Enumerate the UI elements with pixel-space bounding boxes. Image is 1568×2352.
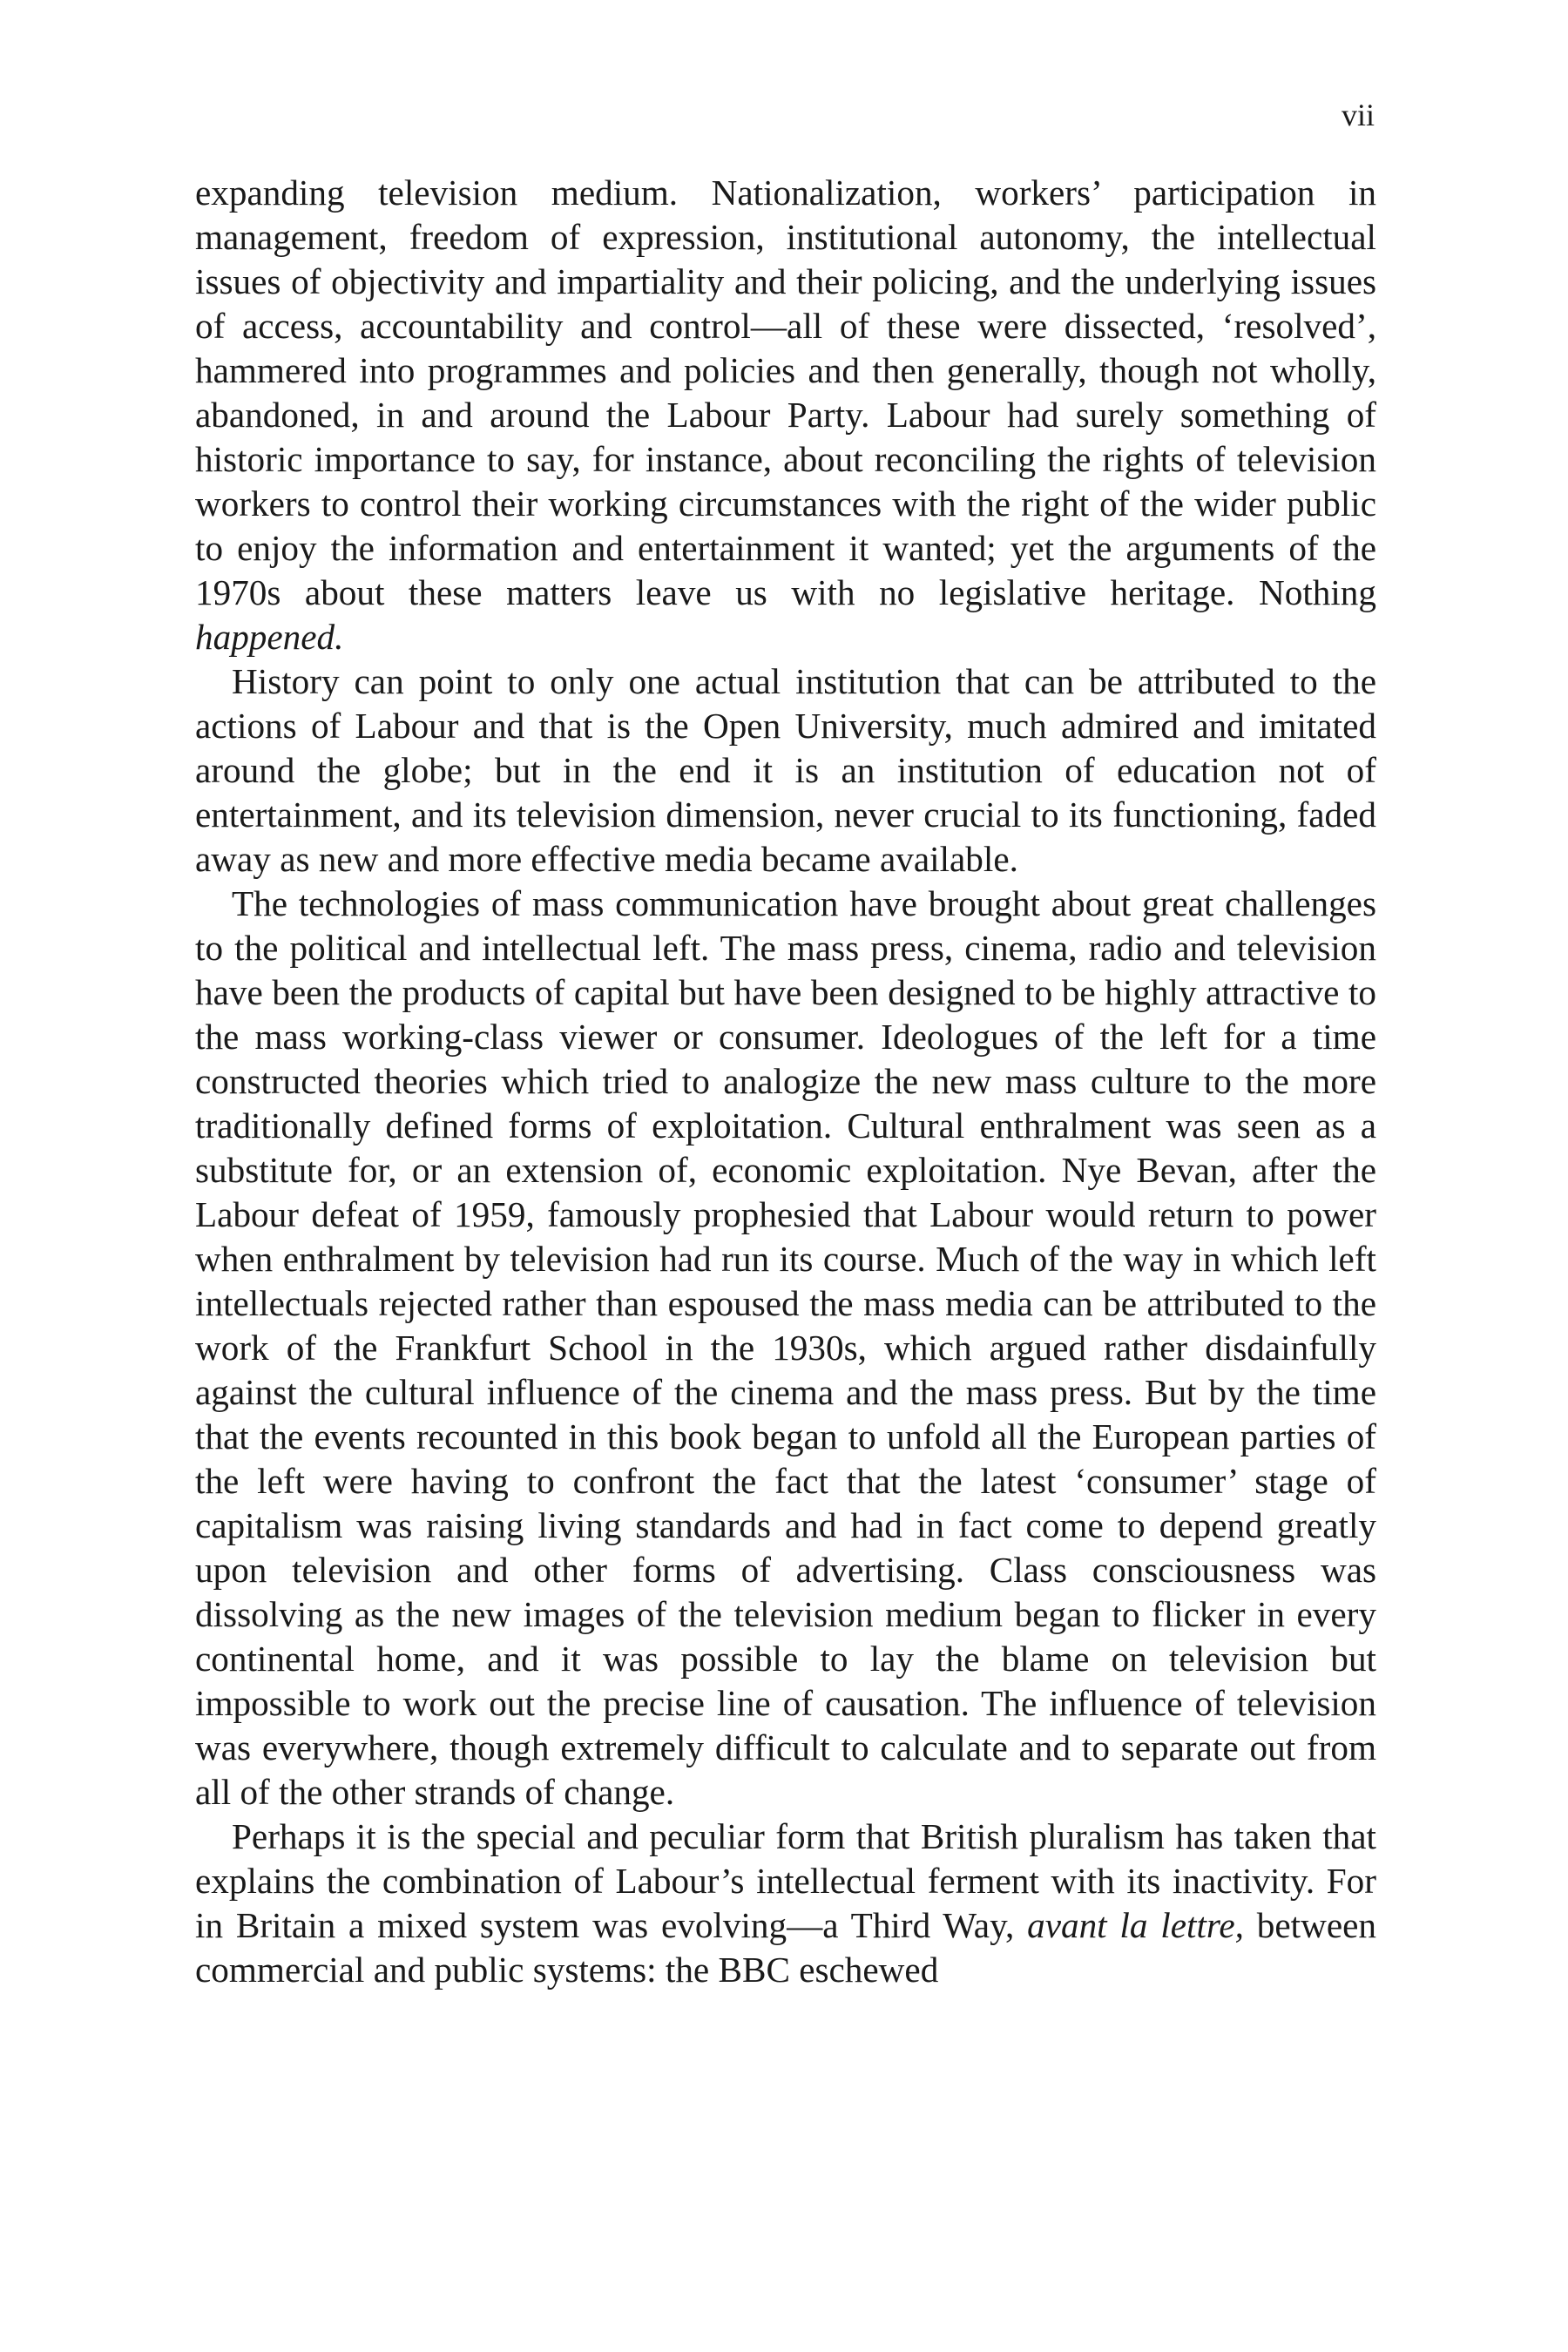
body-text — [195, 171, 1376, 1992]
text-run: The technologies of mass communication have brought about great challenges to the political and intellectual left. The mass press, cinema, radio and television have been the products of capital but have been designed to be highly attractive to the mass working-class viewer or consumer. Ideologues of the left for a time constructed theories which tried to analogize the new mass culture to the more traditionally defined forms of exploitation. Cultural enthralment was seen as a substitute for, or an extension of, economic exploitation. Nye Bevan, after the Labour defeat of 1959, famously prophesied that Labour would return to power when enthralment by television had run its course. Much of the way in which left intellectuals rejected rather than espoused the mass media can be attributed to the work of the Frankfurt School in the 1930s, which argued rather disdainfully against the cultural influence of the cinema and the mass press. But by the time that the events recounted in this book began to unfold all the European parties of the left were having to confront the fact that the latest ‘consumer’ stage of capitalism was raising living standards and had in fact come to depend greatly upon television and other forms of advertising. Class consciousness was dissolving as the new images of the television medium began to flicker in every continental home, and it was possible to lay the blame on television but impossible to work out the precise line of causation. The influence of television was everywhere, though extremely difficult to calculate and to separate out from all of the other strands of change. — [195, 883, 1376, 1812]
page-number: vii — [1341, 98, 1375, 132]
text-run: Perhaps it is the special and peculiar form that British pluralism has taken that explains the combination of Labour’s intellectual ferment with its inactivity. For in Britain a mixed system was evolving—a Third Way, — [195, 1816, 1376, 1945]
text-run: between commercial and public systems: the BBC eschewed — [195, 1905, 1376, 1990]
paragraph — [195, 882, 1376, 1815]
paragraph — [195, 659, 1376, 882]
italic-text-run: avant la lettre, — [1027, 1905, 1244, 1945]
italic-text-run: happened. — [195, 617, 344, 657]
paragraph — [195, 1815, 1376, 1992]
text-run: History can point to only one actual institution that can be attributed to the actions of Labour and that is the Open University, much admired and imitated around the globe; but in the end it is an institution of education not of entertainment, and its television dimension, never crucial to its functioning, faded away as new and more effective media became available. — [195, 661, 1376, 879]
text-run: expanding television medium. Nationalization, workers’ participation in management, freedom of expression, institutional autonomy, the intellectual issues of objectivity and impartiality and their policing, and the underlying issues of access, accountability and control—all of these were dissected, ‘resolved’, hammered into programmes and policies and then generally, though not wholly, abandoned, in and around the Labour Party. Labour had surely something of historic importance to say, for instance, about reconciling the rights of television workers to control their working circumstances with the right of the wider public to enjoy the information and entertainment it wanted; yet the arguments of the 1970s about these matters leave us with no legislative heritage. Nothing — [195, 172, 1376, 612]
paragraph — [195, 171, 1376, 659]
